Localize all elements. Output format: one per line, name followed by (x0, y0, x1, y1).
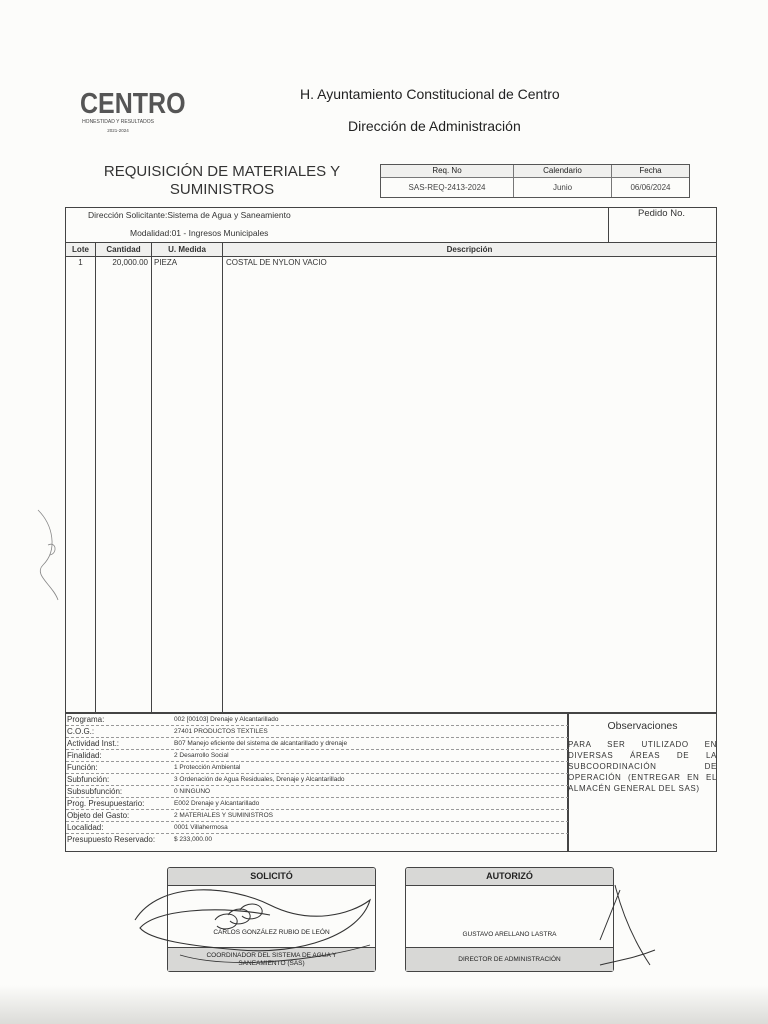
info-label: Finalidad: (67, 751, 102, 760)
scan-edge (0, 985, 768, 1024)
info-value: $ 233,000.00 (174, 836, 212, 843)
info-value: 3 Ordenación de Agua Residuales, Drenaje y Alcantarillado (174, 776, 345, 783)
info-row-objeto-gasto (66, 810, 569, 822)
info-label: Programa: (67, 715, 105, 724)
info-value: 2 Desarrollo Social (174, 752, 229, 759)
info-row-localidad (66, 822, 569, 834)
margin-mark (28, 505, 68, 605)
info-label: Prog. Presupuestario: (67, 799, 145, 808)
column-divider (95, 243, 96, 713)
info-row-subfuncion (66, 774, 569, 786)
col-cantidad-header: Cantidad (96, 243, 151, 256)
info-label: Localidad: (67, 823, 104, 832)
info-row-actividad (66, 738, 569, 750)
info-label: Presupuesto Reservado: (67, 835, 156, 844)
info-value: 1 Protección Ambiental (174, 764, 241, 771)
logo-years: 2021-2024 (107, 128, 129, 133)
solicito-name: CARLOS GONZÁLEZ RUBIO DE LEÓN (213, 929, 330, 936)
budget-info-table (65, 713, 568, 852)
info-label: Subfunción: (67, 775, 110, 784)
col-descripcion-header: Descripción (223, 243, 716, 256)
centro-logo (80, 87, 186, 134)
col-lote-header: Lote (66, 243, 95, 256)
info-value: B07 Manejo eficiente del sistema de alcantarillado y drenaje (174, 740, 348, 747)
info-label: Función: (67, 763, 98, 772)
calendario-header: Calendario (514, 165, 612, 178)
items-frame (65, 207, 717, 713)
pedido-no-label: Pedido No. (638, 208, 686, 219)
autorizo-title: AUTORIZÓ (406, 868, 613, 886)
row-descripcion: COSTAL DE NYLON VACIO (226, 258, 327, 267)
document-title (92, 163, 352, 199)
info-value: 27401 PRODUCTOS TEXTILES (174, 728, 268, 735)
requisition-info-box (380, 164, 690, 198)
header-title: H. Ayuntamiento Constitucional de Centro (300, 86, 560, 102)
modalidad: Modalidad:01 - Ingresos Municipales (130, 228, 269, 238)
req-no-header: Req. No (381, 165, 514, 178)
info-value: 0 NINGUNO (174, 788, 211, 795)
info-value: 0001 Villahermosa (174, 824, 228, 831)
document-title-line2: SUMINISTROS (169, 181, 275, 198)
row-cantidad: 20,000.00 (112, 258, 148, 267)
info-value: E002 Drenaje y Alcantarillado (174, 800, 260, 807)
fecha-header: Fecha (612, 165, 689, 178)
col-medida-header: U. Medida (152, 243, 222, 256)
document-title-line1: REQUISICIÓN DE MATERIALES Y (103, 163, 341, 180)
info-row-prog-presupuestario (66, 798, 569, 810)
info-label: C.O.G.: (67, 727, 95, 736)
info-label: Objeto del Gasto: (67, 811, 130, 820)
fecha-value: 06/06/2024 (630, 183, 671, 192)
column-divider (222, 243, 223, 713)
calendario-value: Junio (514, 178, 612, 197)
info-row-programa (66, 714, 569, 726)
solicito-box (167, 867, 376, 972)
logo-tagline: HONESTIDAD Y RESULTADOS (82, 119, 154, 125)
observaciones-title: Observaciones (607, 720, 678, 732)
req-no-value: SAS-REQ-2413-2024 (381, 178, 514, 197)
info-label: Subsubfunción: (67, 787, 123, 796)
info-row-subsubfuncion (66, 786, 569, 798)
info-label: Actividad Inst.: (67, 739, 120, 748)
info-value: 2 MATERIALES Y SUMINISTROS (174, 812, 273, 819)
info-row-presupuesto (66, 834, 569, 846)
row-lote: 1 (78, 258, 83, 267)
column-divider (151, 243, 152, 713)
row-medida: PIEZA (154, 258, 178, 267)
header-divider (65, 256, 717, 257)
solicito-position: COORDINADOR DEL SISTEMA DE AGUA Y SANEAMIENTO (SAS) (168, 947, 375, 971)
info-row-funcion (66, 762, 569, 774)
direccion-solicitante: Dirección Solicitante:Sistema de Agua y Saneamiento (88, 210, 291, 220)
autorizo-name: GUSTAVO ARELLANO LASTRA (462, 931, 557, 938)
autorizo-box (405, 867, 614, 972)
observaciones-text: PARA SER UTILIZADO EN DIVERSAS ÁREAS DE LA SUBCOORDINACIÓN DE OPERACIÓN (ENTREGAR EN EL ALMACÉN GENERAL DEL SAS) (568, 740, 717, 793)
header-subtitle: Dirección de Administración (348, 118, 521, 134)
solicito-title: SOLICITÓ (168, 868, 375, 886)
logo-word: CENTRO (80, 87, 186, 121)
autorizo-position: DIRECTOR DE ADMINISTRACIÓN (406, 947, 613, 971)
info-value: 002 [00103] Drenaje y Alcantarillado (174, 716, 279, 723)
info-row-cog (66, 726, 569, 738)
info-row-finalidad (66, 750, 569, 762)
